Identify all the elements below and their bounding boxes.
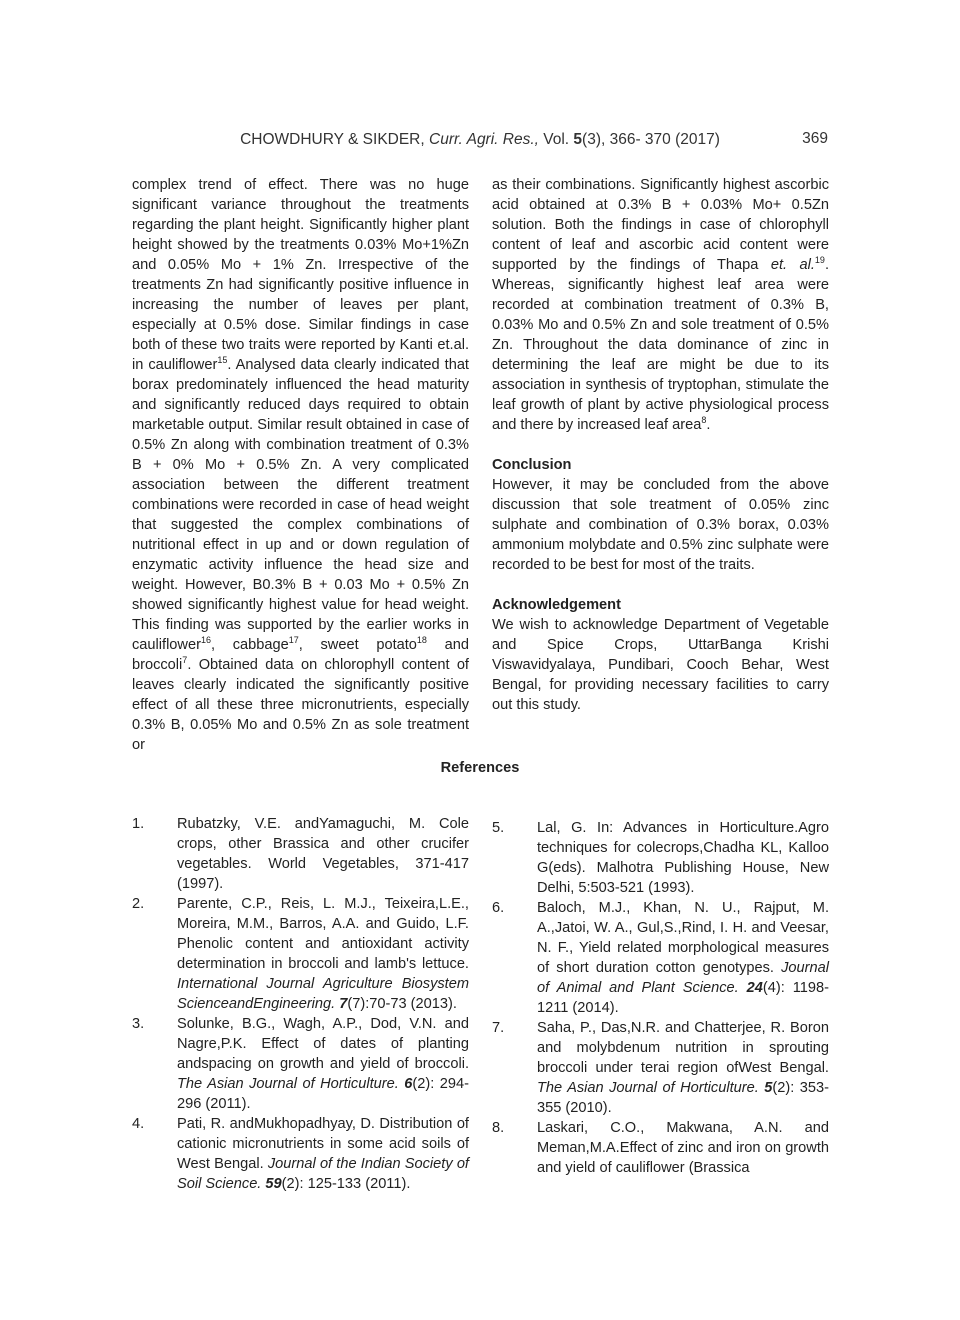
citation-superscript: 16 [200, 635, 211, 646]
citation-superscript: 7 [182, 655, 188, 666]
body-paragraph: complex trend of effect. There was no huge significant variance throughout the treatments regarding the plant height. Significantly higher plant height showed by the treatments 0.03% Mo+1%Zn and 0.05% Mo + 1% Zn. Irrespective of the treatments Zn had significantly positive influence in increasing the number of leaves per plant, especially at 0.5% dose. Similar findings in case both of these two traits were reported by Kanti et.al. in cauliflower$^{15}$. Analysed data clearly indicated that borax predominately influenced the head maturity and significantly reduced days required to obtain marketable output. Similar result obtained in case of 0.5% Zn along with combination treatment of 0.3% B + 0% Mo + 0.5% Zn. A very complicated association between the different treatment combinations were recorded in case of head weight that suggested the complex combinations of nutritional effect in up and or down regulation of enzymatic activity influence the head size and weight. However, B0.3% B + 0.03 Mo + 0.5% Zn showed significantly highest value for head weight. This finding was supported by the earlier works in cauliflower$^{16}$, cabbage$^{17}$, sweet potato$^{18}$ and broccoli$^7$. Obtained data on chlorophyll content of leaves clearly indicated the significantly positive effect of all these three micronutrients, especially 0.3% B, 0.05% Mo and 0.5% Zn as sole treatment or [132, 177, 469, 753]
reference-item [492, 898, 829, 1018]
reference-list-right [492, 818, 829, 1178]
body-column-left [132, 175, 469, 755]
page-number: 369 [802, 130, 828, 147]
reference-text: Pati, R. andMukhopadhyay, D. Distribution of cationic micronutrients in some acid soils of West Bengal. Journal of the Indian Society of Soil Science. 59(2): 125-133 (2011). [177, 1116, 469, 1192]
reference-text: Rubatzky, V.E. andYamaguchi, M. Cole crops, other Brassica and other crucifer vegetables. World Vegetables, 371-417 (1997). [177, 816, 469, 892]
reference-text: Laskari, C.O., Makwana, A.N. and Meman,M.A.Effect of zinc and iron on growth and yield of cauliflower (Brassica [537, 1120, 829, 1176]
acknowledgement-heading: Acknowledgement [492, 597, 621, 613]
reference-number: 1. [132, 816, 145, 832]
running-head: CHOWDHURY & SIKDER, Curr. Agri. Res., Vol. 5(3), 366- 370 (2017) [240, 131, 720, 148]
reference-number: 7. [492, 1020, 505, 1036]
references-heading: References [440, 760, 520, 776]
running-head-authors: CHOWDHURY & SIKDER, [240, 131, 429, 148]
reference-number: 2. [132, 896, 145, 912]
reference-item [132, 1114, 469, 1194]
citation-superscript: 19 [814, 255, 825, 266]
reference-text: Lal, G. In: Advances in Horticulture.Agro techniques for colecrops,Chadha KL, Kalloo G(eds). Malhotra Publishing House, New Delhi, 5:503-521 (1993). [537, 820, 829, 896]
reference-item [132, 814, 469, 894]
reference-item [492, 1118, 829, 1178]
running-head-volume: 5 [573, 131, 583, 148]
reference-text: Saha, P., Das,N.R. and Chatterjee, R. Boron and molybdenum nutrition in sprouting broccoli under terai region ofWest Bengal. The Asian Journal of Horticulture. 5(2): 353-355 (2010). [537, 1020, 829, 1116]
body-column-right [492, 175, 829, 715]
reference-item [492, 818, 829, 898]
reference-number: 5. [492, 820, 505, 836]
conclusion-text: However, it may be concluded from the above discussion that sole treatment of 0.05% zinc sulphate and combination of 0.3% borax, 0.03% ammonium molybdate and 0.5% zinc sulphate were recorded to be best for most of the traits. [492, 477, 829, 573]
reference-item [132, 894, 469, 1014]
reference-number: 3. [132, 1016, 145, 1032]
citation-superscript: 17 [288, 635, 299, 646]
reference-number: 6. [492, 900, 505, 916]
reference-item [132, 1014, 469, 1114]
conclusion-heading: Conclusion [492, 457, 572, 473]
running-head-journal: Curr. Agri. Res., [429, 131, 539, 148]
reference-item [492, 1018, 829, 1118]
reference-number: 4. [132, 1116, 145, 1132]
reference-number: 8. [492, 1120, 505, 1136]
reference-text: Baloch, M.J., Khan, N. U., Rajput, M. A.,Jatoi, W. A., Gul,S.,Rind, I. H. and Veesar, N. F., Yield related morphological measures of short duration cotton genotypes. Journal of Animal and Plant Science. 24(4): 1198-1211 (2014). [537, 900, 829, 1016]
citation-superscript: 18 [416, 635, 427, 646]
reference-text: Solunke, B.G., Wagh, A.P., Dod, V.N. and Nagre,P.K. Effect of dates of planting andspacing on growth and yield of broccoli. The Asian Journal of Horticulture. 6(2): 294-296 (2011). [177, 1016, 469, 1112]
body-paragraph: as their combinations. Significantly highest ascorbic acid obtained at 0.3% B + 0.03% Mo+ 0.5Zn solution. Both the findings in case of chlorophyll content of leaf and ascorbic acid content were supported by the findings of Thapa et. al.$^{19}$. Whereas, significantly highest leaf area were recorded at combination treatment of 0.3% B, 0.03% Mo and 0.5% Zn and sole treatment of 0.5% Zn. Throughout the data dominance of zinc in determining the leaf are might be due to its association in synthesis of tryptophan, stimulate the leaf growth of plant by active physiological process and there by increased leaf area$^8$. [492, 177, 829, 433]
reference-text: Parente, C.P., Reis, L. M.J., Teixeira,L.E., Moreira, M.M., Barros, A.A. and Guido, L.F. Phenolic content and antioxidant activity determination in broccoli and lamb's lettuce. International Journal Agriculture Biosystem ScienceandEngineering. 7(7):70-73 (2013). [177, 896, 469, 1012]
citation-superscript: 8 [701, 415, 707, 426]
reference-list-left [132, 814, 469, 1194]
acknowledgement-text: We wish to acknowledge Department of Vegetable and Spice Crops, UttarBanga Krishi Viswavidyalaya, Pundibari, Cooch Behar, West Bengal, for providing necessary facilities to carry out this study. [492, 617, 829, 713]
citation-superscript: 15 [217, 355, 228, 366]
